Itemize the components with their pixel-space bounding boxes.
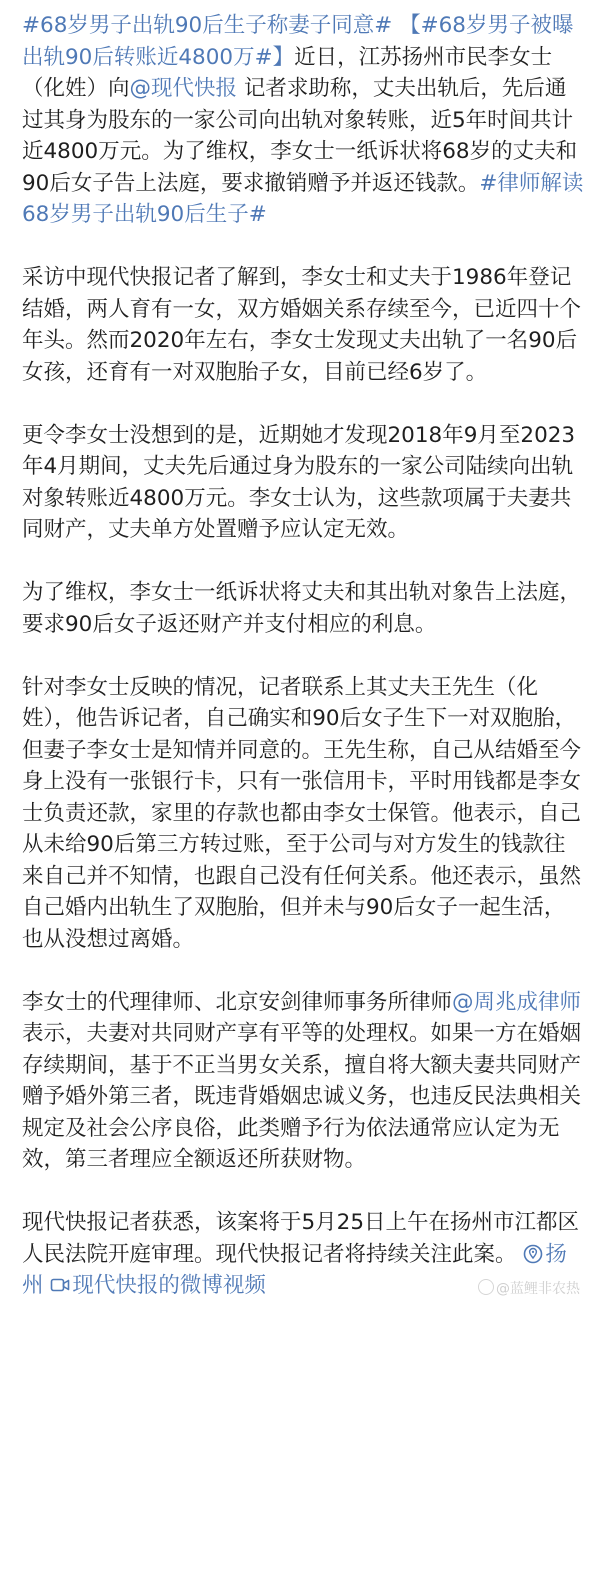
hashtag-link[interactable]: #律师解读68岁男子出轨90后生子# — [22, 170, 584, 227]
video-link-label: 现代快报的微博视频 — [72, 1273, 266, 1298]
paragraph-text: 记者求助称，丈夫出轨后，先后通过其身为股东的一家公司向出轨对象转账，近5年时间共计近4800万元。为了维权，李女士一纸诉状将68岁的丈夫和90后女子告上法庭，要求撤销赠予并返还钱款。 — [22, 76, 578, 196]
paragraph-intro — [22, 10, 584, 231]
paragraph-text: 李女士的代理律师、北京安剑律师事务所律师 — [22, 989, 453, 1015]
watermark-text: @蓝鲤非农热 — [496, 1280, 580, 1297]
paragraph-lawyer — [22, 987, 584, 1176]
watermark — [478, 1279, 580, 1298]
paragraph-closing-row — [22, 1207, 584, 1302]
hashtag-link[interactable]: 【#68岁男子被曝出轨90后转账近4800万#】 — [22, 13, 574, 70]
paragraph-lawsuit: 为了维权，李女士一纸诉状将丈夫和其出轨对象告上法庭，要求90后女子返还财产并支付相应的利息。 — [22, 580, 582, 637]
paragraph-text: 表示，夫妻对共同财产享有平等的处理权。如果一方在婚姻存续期间，基于不正当男女关系，擅自将大额夫妻共同财产赠予婚外第三者，既违背婚姻忠诚义务，也违反民法典相关规定及社会公序良俗，此类赠予行为依法通常应认定为无效，第三者理应全额返还所获财物。 — [22, 1021, 582, 1172]
paragraph-text: 现代快报记者获悉，该案将于5月25日上午在扬州市江都区人民法院开庭审理。现代快报记者将持续关注此案。 — [22, 1210, 580, 1267]
video-icon — [50, 1275, 70, 1295]
weibo-logo-icon — [478, 1279, 494, 1295]
paragraph-transfer: 更令李女士没想到的是，近期她才发现2018年9月至2023年4月期间，丈夫先后通过身为股东的一家公司陆续向出轨对象转账近4800万元。李女士认为，这些款项属于夫妻共同财产，丈夫单方处置赠予应认定无效。 — [22, 422, 576, 542]
paragraph-text: 近日，江苏扬州市民李女士（化姓）向 — [22, 44, 553, 101]
location-label: 扬州 — [22, 1241, 567, 1298]
location-pin-icon — [523, 1244, 543, 1264]
mention-link[interactable]: @现代快报 — [129, 76, 238, 101]
hashtag-link[interactable]: #68岁男子出轨90后生子称妻子同意# — [22, 13, 393, 38]
mention-link[interactable]: @周兆成律师 — [452, 989, 582, 1015]
paragraph-background: 采访中现代快报记者了解到，李女士和丈夫于1986年登记结婚，两人育有一女，双方婚姻关系存续至今，已近四十个年头。然而2020年左右，李女士发现丈夫出轨了一名90后女孩，还育有一对双胞胎子女，目前已经6岁了。 — [22, 265, 582, 385]
video-link[interactable] — [50, 1273, 266, 1298]
paragraph-husband-response: 针对李女士反映的情况，记者联系上其丈夫王先生（化姓），他告诉记者，自己确实和90后女子生下一对双胞胎，但妻子李女士是知情并同意的。王先生称，自己从结婚至今身上没有一张银行卡，只有一张信用卡，平时用钱都是李女士负责还款，家里的存款也都由李女士保管。他表示，自己从未给90后第三方转过账，至于公司与对方发生的钱款往来自己并不知情，也跟自己没有任何关系。他还表示，虽然自己婚内出轨生了双胞胎，但并未与90后女子一起生活，也从没想过离婚。 — [22, 674, 582, 952]
